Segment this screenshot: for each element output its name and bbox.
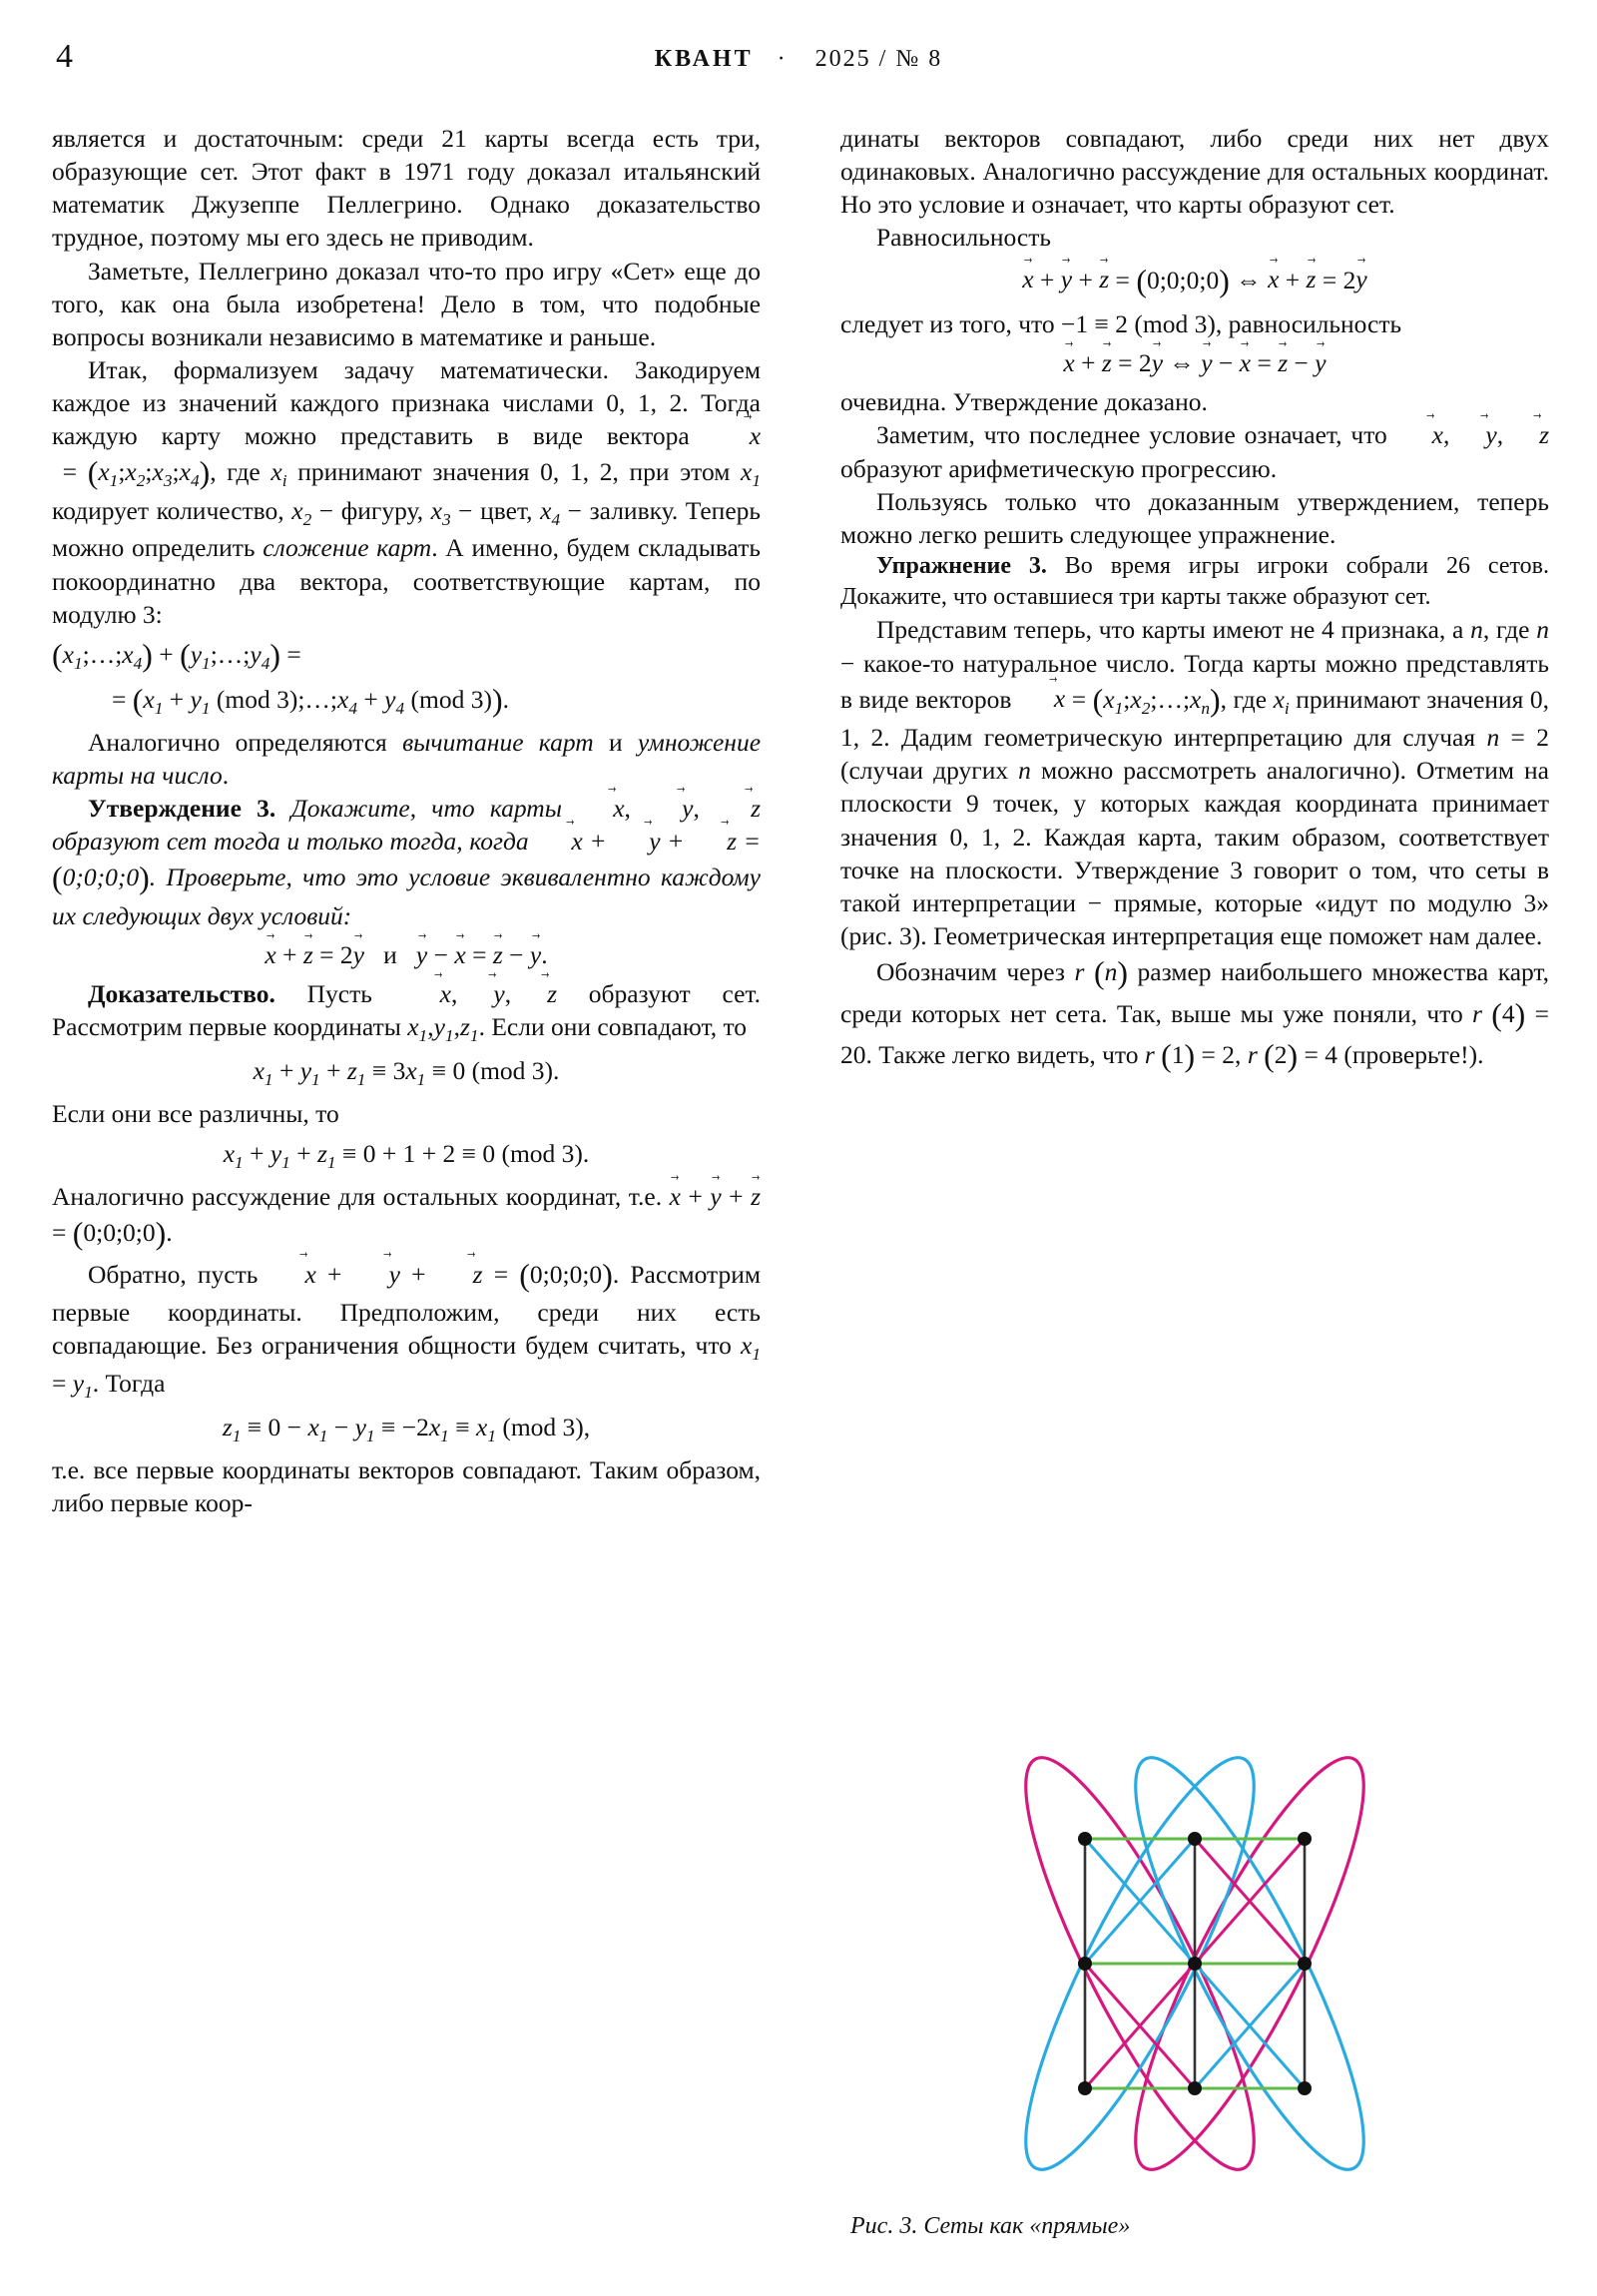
text-run: , где bbox=[1220, 684, 1268, 714]
figure-3 bbox=[840, 1729, 1549, 2240]
paragraph-formalize: Итак, формализуем задачу математически. Закодируем каждое из значений каждого признака числами 0, 1, 2. Тогда каждую карту можно представить в виде вектора x → = $(x_1;x_2;x_3;x_4)$, где $x_i$ принимают значения 0, 1, 2, при этом $x_1$ кодирует количество, $x_2$ − фигуру, $x_3$ − цвет, $x_4$ − заливку. Теперь можно определить сложение карт. А именно, будем складывать покоординатно два вектора, соответствующие картам, по модулю 3: bbox=[52, 353, 761, 631]
emphasis-text: сложение карт bbox=[263, 533, 432, 563]
emphasis-text: вычитание карт bbox=[402, 727, 594, 757]
text-run: , где bbox=[210, 457, 261, 487]
proof-label: Доказательство. bbox=[88, 979, 275, 1009]
folio-number: 4 bbox=[56, 38, 73, 75]
text-run: Обозначим через bbox=[876, 956, 1065, 986]
text-run: . Если они совпадают, то bbox=[478, 1012, 748, 1042]
text-run: Аналогично рассуждение для остальных координат, т.е. bbox=[52, 1182, 663, 1212]
equation-r2: x → + z → = 2y → ⇔ y → − x → = z → − y → bbox=[840, 346, 1549, 379]
equation-proof-3: $z_1 \equiv 0 - x_1 - y_1 \equiv -2x_1 \equiv x_1$ (mod 3), bbox=[222, 1412, 591, 1445]
journal-name: КВАНТ bbox=[654, 46, 754, 72]
text-run: . bbox=[166, 1218, 173, 1248]
text-run: Пусть bbox=[306, 979, 372, 1009]
text-run: Аналогично определяются bbox=[88, 727, 387, 757]
figure-3-graphic bbox=[840, 1729, 1549, 2198]
text-run: Итак, формализуем задачу математически. Закодируем каждое из значений каждого признака числами 0, 1, 2. Тогда каждую карту можно представить в виде вектора bbox=[52, 354, 761, 451]
text-run: принимают значения 0, 1, 2, при этом bbox=[297, 457, 731, 487]
text-run: Во время игры игроки собрали 26 сетов. Докажите, что оставшиеся три карты также образуют сет. bbox=[840, 552, 1549, 611]
paragraph-converse: Обратно, пусть x → + y → + z → = (0;0;0;0). Рассмотрим первые координаты. Предположим, среди них есть совпадающие. Без ограничения общности будем считать, что $x_1 = y_1$. Тогда bbox=[52, 1255, 761, 1405]
paragraph-generalization: Представим теперь, что карты имеют не 4 признака, а n, где n − какое-то натуральное число. Тогда карты можно представлять в виде векторов x → = $(x_1;x_2;\dots;x_n)$, где $x_i$ принимают значения 0, 1, 2. Дадим геометрическую интерпретацию для случая n = 2 (случаи других n можно рассмотреть аналогично). Отметим на плоскости 9 точек, у которых каждая координата принимает значения 0, 1, 2. Каждая карта, таким образом, соответствует точке на плоскости. Утверждение 3 говорит о том, что сеты в такой интерпретации − прямые, которые «идут по модулю 3» (рис. 3). Геометрическая интерпретация еще поможет нам далее. bbox=[840, 613, 1549, 952]
left-column bbox=[52, 122, 761, 1520]
paragraph-progression: Заметим, что последнее условие означает, что x →, y →, z → образуют арифметическую прогрессию. bbox=[840, 418, 1549, 484]
text-run: − заливку. Теперь можно определить bbox=[52, 495, 762, 563]
right-column bbox=[840, 122, 1549, 1076]
text-run: . Также легко видеть, что bbox=[865, 1039, 1139, 1069]
text-run: Обратно, пусть bbox=[88, 1259, 259, 1289]
statement-label: Утверждение 3. bbox=[88, 794, 276, 824]
equation-equivalence: x → + z → = 2y → и y → − x → = z → − y →. bbox=[52, 938, 761, 971]
exercise-label: Упражнение 3. bbox=[876, 552, 1047, 579]
paragraph: является и достаточным: среди 21 карты всегда есть три, образующие сет. Этот факт в 1971 году доказал итальянский математик Джузеппе Пеллегрино. Однако доказательство трудное, поэтому мы его здесь не приводим. bbox=[52, 124, 761, 253]
text-run: Заметим, что последнее условие означает, что bbox=[876, 420, 1387, 450]
text-run: . Проверьте, что это условие эквивалентно каждому их следующих двух условий: bbox=[52, 862, 761, 930]
text-run: образуют сет. Рассмотрим первые координаты bbox=[52, 979, 761, 1042]
text-run: . Тогда bbox=[92, 1369, 166, 1399]
paragraph-rn: Обозначим через r (n) размер наибольшего множества карт, среди которых нет сета. Так, выше мы уже поняли, что r (4) = 20. Также легко видеть, что r (1) = 2, r (2) = 4 (проверьте!). bbox=[840, 955, 1550, 1073]
running-title bbox=[0, 46, 1597, 73]
equation-proof-1: $x_1 + y_1 + z_1 \equiv 3x_1 \equiv 0$ (mod 3). bbox=[253, 1055, 560, 1089]
text-run: − цвет, bbox=[458, 495, 533, 525]
header-separator: · bbox=[777, 46, 792, 72]
page-header bbox=[0, 38, 1597, 82]
text-run: . bbox=[222, 760, 230, 790]
text-run: размер наибольшего множества карт, среди которых нет сета. Так, выше мы уже поняли, что bbox=[840, 956, 1550, 1028]
text-run: кодирует количество, bbox=[52, 495, 284, 525]
text-run: и bbox=[608, 727, 623, 757]
paragraph: Если они все различны, то bbox=[52, 1099, 339, 1129]
text-run: Докажите, что карты bbox=[290, 794, 562, 824]
text-run: − фигуру, bbox=[318, 495, 424, 525]
paragraph: динаты векторов совпадают, либо среди них нет двух одинаковых. Аналогично рассуждение для остальных координат. Но это условие и означает, что карты образуют сет. bbox=[840, 124, 1549, 220]
text-run: образуют арифметическую прогрессию. bbox=[840, 453, 1278, 483]
equation-addition-1: $(x_1;\dots;x_4)$ + $(y_1;\dots;y_4)$ = bbox=[52, 637, 301, 673]
text-run: принимают значения 0, 1, 2. Дадим геометрическую интерпретацию для случая bbox=[840, 684, 1550, 753]
text-run: , где bbox=[1482, 615, 1530, 645]
paragraph-analog-coords: Аналогично рассуждение для остальных координат, т.е. x → + y → + z → = (0;0;0;0). bbox=[52, 1180, 761, 1255]
text-run: (проверьте!). bbox=[1343, 1039, 1484, 1069]
text-run: . Рассмотрим первые координаты. Предположим, среди них есть совпадающие. Без ограничения общности будем считать, что bbox=[52, 1259, 762, 1361]
paragraph: очевидна. Утверждение доказано. bbox=[840, 387, 1208, 417]
statement-3: Утверждение 3. Докажите, что карты x →, y →, z → образуют сет тогда и только тогда, когда x → + y → + z → = (0;0;0;0). Проверьте, что это условие эквивалентно каждому их следующих двух условий: bbox=[52, 792, 761, 932]
figure-caption: Рис. 3. Сеты как «прямые» bbox=[850, 2213, 1131, 2239]
paragraph: Заметьте, Пеллегрино доказал что-то про игру «Сет» еще до того, как она была изобретена! Дело в том, что подобные вопросы возникали независимо в математике и раньше. bbox=[52, 256, 761, 351]
text-run: . А именно, будем складывать покоординатно два вектора, соответствующие картам, по модулю 3: bbox=[52, 533, 761, 629]
text-run: Представим теперь, что карты имеют не 4 признака, а bbox=[876, 615, 1464, 645]
equation-r1: x → + y → + z → = (0;0;0;0) ⇔ x → + z → = 2y → bbox=[840, 261, 1549, 301]
paragraph: Равносильность bbox=[876, 223, 1052, 253]
text-run: (случаи других bbox=[840, 756, 1009, 786]
equation-proof-2: $x_1 + y_1 + z_1 \equiv 0 + 1 + 2 \equiv 0$ (mod 3). bbox=[223, 1138, 590, 1172]
proof-block: Доказательство. Пусть x →, y →, z → образуют сет. Рассмотрим первые координаты $x_1,y_1,z_1$. Если они совпадают, то bbox=[52, 977, 761, 1048]
paragraph: Пользуясь только что доказанным утверждением, теперь можно легко решить следующее упражнение. bbox=[840, 486, 1549, 549]
exercise-3 bbox=[840, 551, 1549, 613]
paragraph: т.е. все первые координаты векторов совпадают. Таким образом, либо первые коор- bbox=[52, 1455, 761, 1518]
text-run: образуют сет тогда и только тогда, когда bbox=[52, 827, 529, 857]
text-run: − какое-то натуральное число. Тогда карты можно представлять в виде векторов bbox=[840, 648, 1549, 714]
text-run: можно рассмотреть аналогично). Отметим на плоскости 9 точек, у которых каждая координата принимает значения 0, 1, 2. Каждая карта, таким образом, соответствует точке на плоскости. Утверждение 3 говорит о том, что сеты в такой интерпретации − прямые, которые «идут по модулю 3» (рис. 3). Геометрическая интерпретация еще поможет нам далее. bbox=[840, 756, 1550, 950]
paragraph: следует из того, что −1 ≡ 2 (mod 3), равносильность bbox=[840, 309, 1402, 338]
issue-label: 2025 / № 8 bbox=[814, 46, 943, 72]
emphasis-text: умножение карты на число bbox=[52, 727, 762, 790]
equation-addition-2: = ($x_1 + y_1$ (mod $3);\dots;x_4 + y_4$ (mod 3)). bbox=[112, 683, 509, 719]
